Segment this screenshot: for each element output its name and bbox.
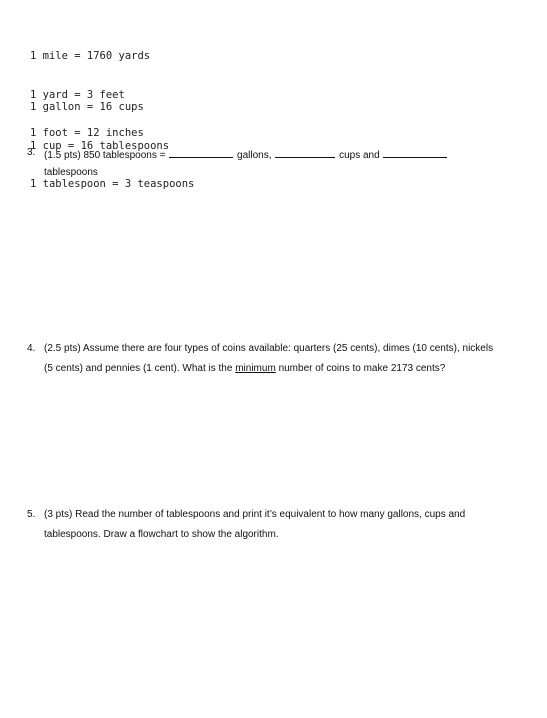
- question-number: 4.: [27, 343, 36, 354]
- conversion-line: 1 gallon = 16 cups: [30, 101, 144, 114]
- conversion-line: 1 cup = 16 tablespoons: [30, 139, 170, 152]
- question-4-line-2: [44, 363, 445, 374]
- conversion-line: 1 yard = 3 feet: [30, 88, 125, 101]
- question-text: (2.5 pts) Assume there are four types of coins available: quarters (25 cents), dimes (10 cents), nickels: [44, 343, 494, 354]
- question-number: 5.: [27, 509, 36, 520]
- question-text: (3 pts) Read the number of tablespoons and print it’s equivalent to how many gallons, cups and: [44, 509, 466, 520]
- volume-conversions: [30, 76, 194, 203]
- answer-blank-cups[interactable]: [275, 147, 335, 158]
- question-text: (5 cents) and pennies (1 cent). What is the: [44, 363, 233, 374]
- question-number: 3.: [27, 147, 36, 158]
- conversion-line: 1 tablespoon = 3 teaspoons: [30, 177, 195, 190]
- question-text: (1.5 pts) 850 tablespoons =: [44, 150, 166, 161]
- question-text: number of coins to make 2173 cents?: [278, 363, 446, 374]
- question-text: gallons,: [237, 150, 272, 161]
- question-text: cups and: [339, 150, 380, 161]
- answer-blank-tablespoons[interactable]: [383, 147, 447, 158]
- answer-blank-gallons[interactable]: [169, 147, 233, 158]
- conversion-line: 1 foot = 12 inches: [30, 126, 144, 139]
- question-3-line-1: [44, 147, 448, 161]
- question-text: tablespoons: [44, 167, 98, 178]
- conversion-line: 1 mile = 1760 yards: [30, 50, 151, 63]
- question-text: tablespoons. Draw a flowchart to show the algorithm.: [44, 529, 279, 540]
- emphasis-minimum: minimum: [235, 363, 276, 374]
